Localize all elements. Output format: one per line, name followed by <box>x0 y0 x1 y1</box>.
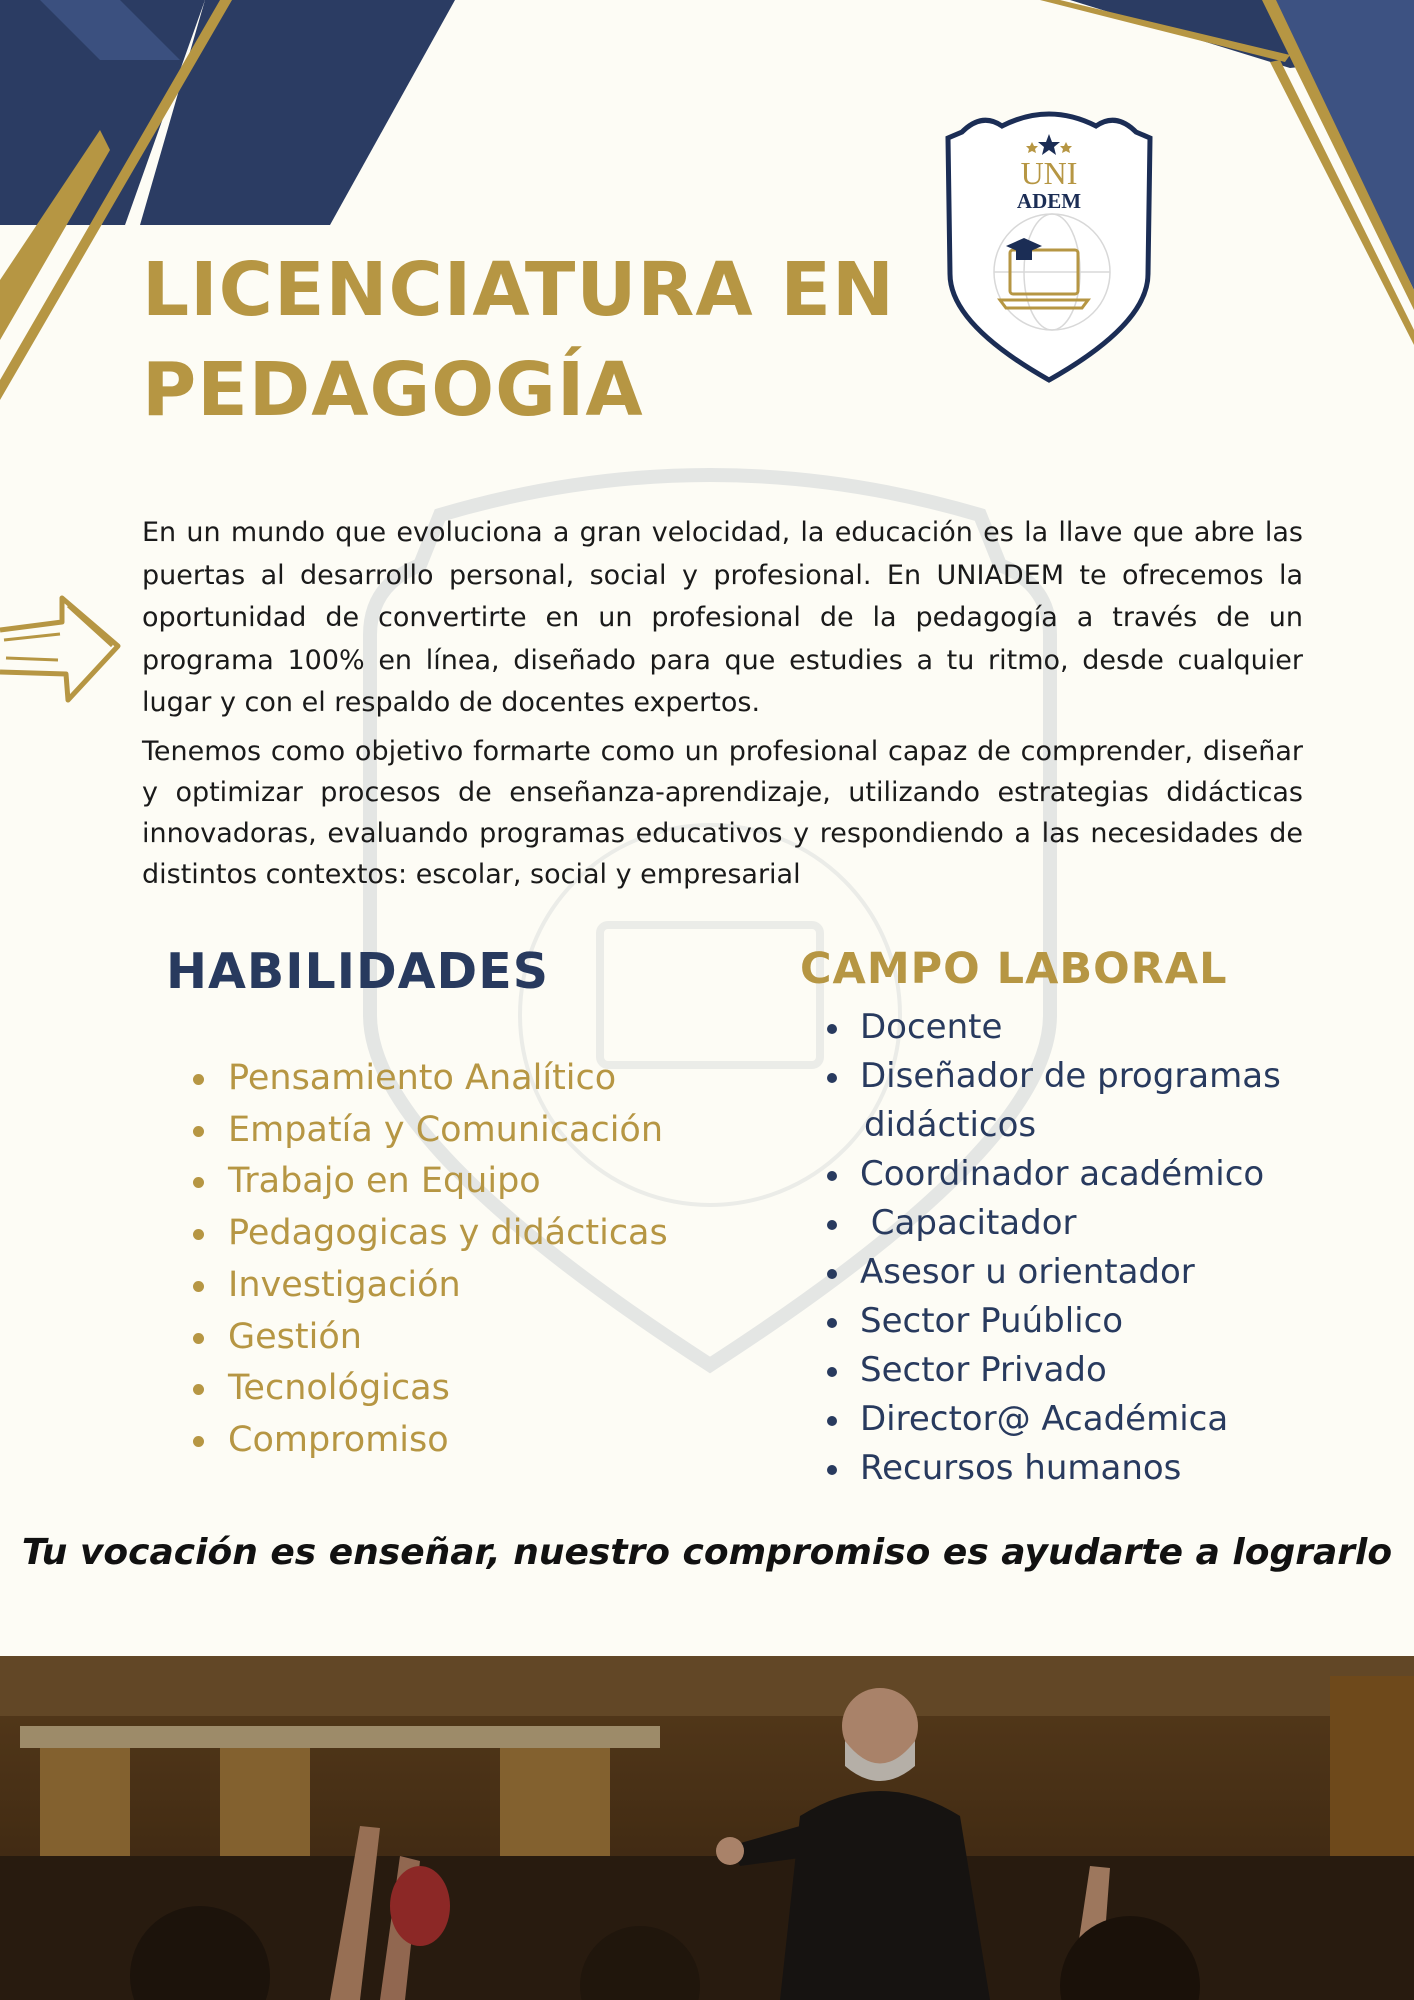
arrow-right-icon <box>0 592 124 708</box>
list-item: Pedagogicas y didácticas <box>188 1208 748 1260</box>
list-item: Trabajo en Equipo <box>188 1156 748 1208</box>
campo-laboral-heading: CAMPO LABORAL <box>800 944 1228 994</box>
classroom-photo <box>0 1656 1414 2000</box>
list-item: Docente <box>820 1003 1340 1052</box>
list-item: Compromiso <box>188 1415 748 1467</box>
list-item: Asesor u orientador <box>820 1248 1340 1297</box>
list-item: Pensamiento Analítico <box>188 1053 748 1105</box>
list-item: Sector Puúblico <box>820 1297 1340 1346</box>
list-item: Recursos humanos <box>820 1444 1340 1493</box>
habilidades-list <box>188 1053 748 1467</box>
list-item: Diseñador de programas <box>820 1052 1340 1101</box>
intro-text <box>142 512 1303 895</box>
list-item: Gestión <box>188 1312 748 1364</box>
list-item: Director@ Académica <box>820 1395 1340 1444</box>
list-item: Sector Privado <box>820 1346 1340 1395</box>
list-item: Investigación <box>188 1260 748 1312</box>
title-line-1: LICENCIATURA EN <box>142 247 895 333</box>
shield-logo-icon <box>942 104 1156 384</box>
list-item: Empatía y Comunicación <box>188 1105 748 1157</box>
habilidades-heading: HABILIDADES <box>166 943 549 1000</box>
tagline: Tu vocación es enseñar, nuestro compromiso es ayudarte a lograrlo <box>21 1532 1393 1573</box>
intro-paragraph-2: Tenemos como objetivo formarte como un profesional capaz de comprender, diseñar y optimizar procesos de enseñanza-aprendizaje, utilizando estrategias didácticas innovadoras, evaluando programas educativos y respondiendo a las necesidades de distintos contextos: escolar, social y empresarial <box>142 735 1303 890</box>
list-item-continuation: didácticos <box>864 1105 1037 1145</box>
list-item: Tecnológicas <box>188 1363 748 1415</box>
logo-adem-text: ADEM <box>1016 189 1082 213</box>
list-item: Coordinador académico <box>820 1150 1340 1199</box>
intro-paragraph-1: En un mundo que evoluciona a gran velocidad, la educación es la llave que abre las puertas al desarrollo personal, social y profesional. En UNIADEM te ofrecemos la oportunidad de convertirte en un profesional de la pedagogía a través de un programa 100% en línea, diseñado para que estudies a tu ritmo, desde cualquier lugar y con el respaldo de docentes expertos. <box>142 517 1303 718</box>
title-line-2: PEDAGOGÍA <box>142 347 644 433</box>
logo-uni-text: UNI <box>1020 155 1078 191</box>
campo-laboral-list <box>820 1003 1340 1493</box>
list-item: Capacitador <box>820 1199 1340 1248</box>
program-title <box>142 240 902 440</box>
